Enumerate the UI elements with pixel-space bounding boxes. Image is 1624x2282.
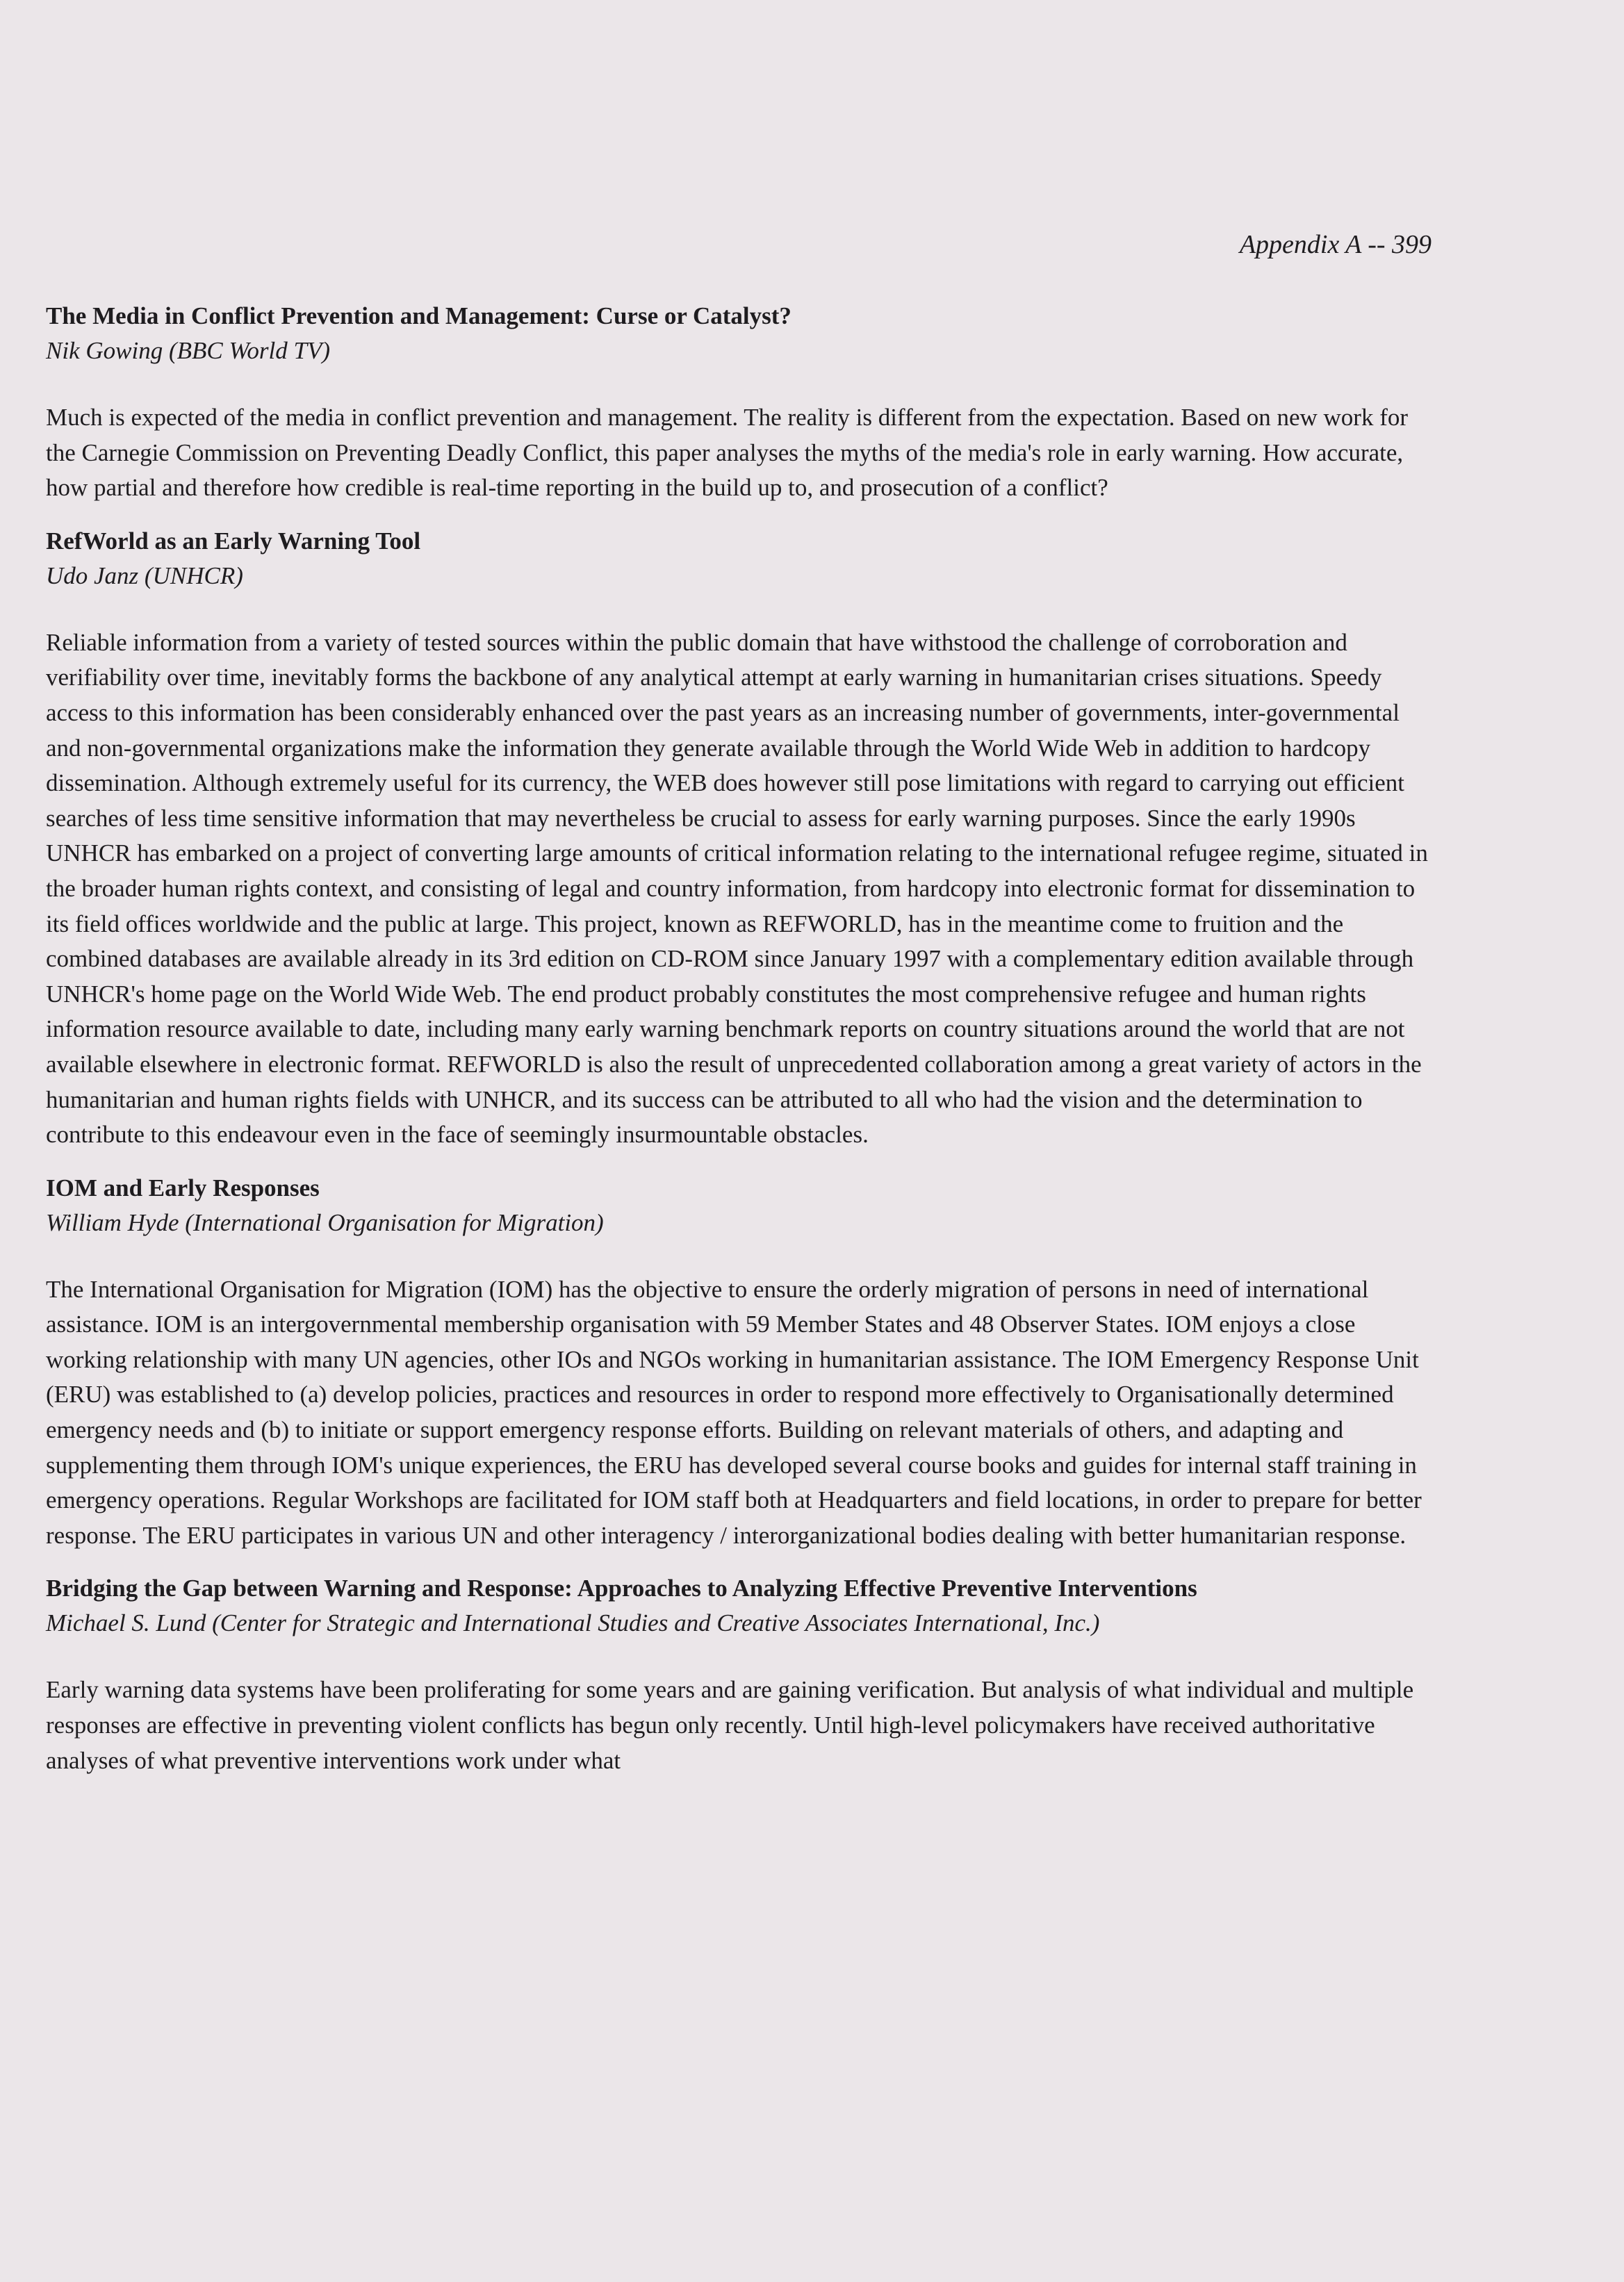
abstract-body: Early warning data systems have been proliferating for some years and are gaining verification. But analysis of what individual and multiple responses are effective in preventing violent conflicts has begun only recently. Until high-level policymakers have received authoritative analyses of what preventive interventions work under what bbox=[46, 1676, 1414, 1774]
abstract-media-conflict bbox=[46, 299, 1429, 506]
abstract-author: Udo Janz (UNHCR) bbox=[46, 561, 243, 589]
abstract-title: IOM and Early Responses bbox=[46, 1174, 320, 1201]
abstract-author: Nik Gowing (BBC World TV) bbox=[46, 337, 330, 364]
abstract-title: RefWorld as an Early Warning Tool bbox=[46, 527, 421, 555]
abstract-body: Reliable information from a variety of tested sources within the public domain that have withstood the challenge of corroboration and verifiability over time, inevitably forms the backbone of any analytical attempt at early warning in humanitarian crises situations. Speedy access to this information has been considerably enhanced over the past years as an increasing number of governments, inter-governmental and non-governmental organizations make the information they generate available through the World Wide Web in addition to hardcopy dissemination. Although extremely useful for its currency, the WEB does however still pose limitations with regard to carrying out efficient searches of less time sensitive information that may nevertheless be crucial to assess for early warning purposes. Since the early 1990s UNHCR has embarked on a project of converting large amounts of critical information relating to the international refugee regime, situated in the broader human rights context, and consisting of legal and country information, from hardcopy into electronic format for dissemination to its field offices worldwide and the public at large. This project, known as REFWORLD, has in the meantime come to fruition and the combined databases are available already in its 3rd edition on CD-ROM since January 1997 with a complementary edition available through UNHCR's home page on the World Wide Web. The end product probably constitutes the most comprehensive refugee and human rights information resource available to date, including many early warning benchmark reports on country situations around the world that are not available elsewhere in electronic format. REFWORLD is also the result of unprecedented collaboration among a great variety of actors in the humanitarian and human rights fields with UNHCR, and its success can be attributed to all who had the vision and the determination to contribute to this endeavour even in the face of seemingly insurmountable obstacles. bbox=[46, 628, 1428, 1149]
abstract-bridging-gap bbox=[46, 1571, 1429, 1778]
abstract-title: The Media in Conflict Prevention and Management: Curse or Catalyst? bbox=[46, 302, 792, 329]
abstract-author: William Hyde (International Organisation for Migration) bbox=[46, 1208, 604, 1236]
abstract-refworld bbox=[46, 524, 1429, 1153]
abstracts-list bbox=[46, 299, 1429, 1778]
running-header bbox=[1181, 229, 1432, 260]
page-number: -- 399 bbox=[1368, 230, 1432, 259]
abstract-body: The International Organisation for Migration (IOM) has the objective to ensure the orderly migration of persons in need of international assistance. IOM is an intergovernmental membership organisation with 59 Member States and 48 Observer States. IOM enjoys a close working relationship with many UN agencies, other IOs and NGOs working in humanitarian assistance. The IOM Emergency Response Unit (ERU) was established to (a) develop policies, practices and resources in order to respond more effectively to Organisationally determined emergency needs and (b) to initiate or support emergency response efforts. Building on relevant materials of others, and adapting and supplementing them through IOM's unique experiences, the ERU has developed several course books and guides for internal staff training in emergency operations. Regular Workshops are facilitated for IOM staff both at Headquarters and field locations, in order to prepare for better response. The ERU participates in various UN and other interagency / interorganizational bodies dealing with better humanitarian response. bbox=[46, 1275, 1422, 1549]
abstract-title: Bridging the Gap between Warning and Response: Approaches to Analyzing Effective Preventive Interventions bbox=[46, 1575, 1197, 1602]
abstract-iom bbox=[46, 1171, 1429, 1554]
abstract-author: Michael S. Lund (Center for Strategic and International Studies and Creative Associates International, Inc.) bbox=[46, 1609, 1100, 1637]
abstract-body: Much is expected of the media in conflict prevention and management. The reality is different from the expectation. Based on new work for the Carnegie Commission on Preventing Deadly Conflict, this paper analyses the myths of the media's role in early warning. How accurate, how partial and therefore how credible is real-time reporting in the build up to, and prosecution of a conflict? bbox=[46, 404, 1408, 502]
running-head-prefix: Appendix A bbox=[1239, 230, 1361, 259]
